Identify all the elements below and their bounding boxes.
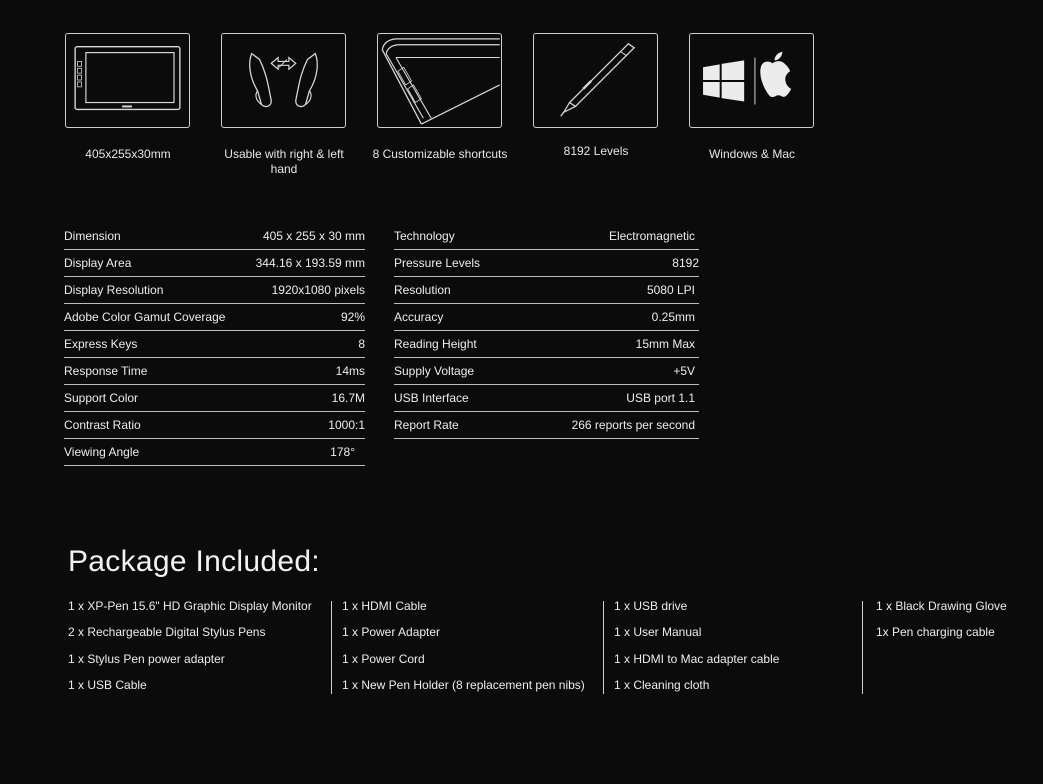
spec-label: Contrast Ratio bbox=[64, 418, 141, 432]
spec-row bbox=[394, 304, 699, 331]
spec-value: 266 reports per second bbox=[571, 418, 695, 432]
package-item: 1 x HDMI Cable bbox=[342, 599, 427, 613]
package-column-2 bbox=[342, 599, 585, 704]
spec-label: Display Area bbox=[64, 256, 132, 270]
spec-value: 8192 bbox=[672, 256, 699, 270]
package-item: 2 x Rechargeable Digital Stylus Pens bbox=[68, 625, 266, 640]
spec-row bbox=[64, 277, 365, 304]
spec-row bbox=[394, 223, 699, 250]
spec-row bbox=[64, 439, 365, 466]
spec-label: Resolution bbox=[394, 283, 451, 297]
spec-row bbox=[394, 358, 699, 385]
package-item: 1 x Power Adapter bbox=[342, 625, 441, 640]
feature-caption: Windows & Mac bbox=[708, 147, 796, 161]
spec-label: USB Interface bbox=[394, 391, 469, 405]
spec-row bbox=[64, 304, 365, 331]
spec-label: Dimension bbox=[64, 229, 121, 243]
spec-label: Display Resolution bbox=[64, 283, 164, 297]
spec-row bbox=[394, 277, 699, 304]
spec-value: 1000:1 bbox=[328, 418, 365, 432]
feature-caption: 8 Customizable shortcuts bbox=[372, 147, 508, 161]
package-item: 1 x User Manual bbox=[614, 625, 702, 640]
spec-row bbox=[64, 412, 365, 439]
shortcut-keys-icon bbox=[377, 33, 502, 128]
spec-label: Viewing Angle bbox=[64, 445, 140, 459]
spec-value: Electromagnetic bbox=[608, 229, 695, 243]
feature-pressure-levels bbox=[533, 33, 660, 158]
column-divider bbox=[603, 601, 604, 694]
spec-label: Express Keys bbox=[64, 337, 138, 351]
feature-dimensions bbox=[65, 33, 192, 161]
spec-value: 1920x1080 pixels bbox=[271, 283, 365, 297]
spec-row bbox=[394, 250, 699, 277]
feature-caption: Usable with right & left hand bbox=[224, 147, 344, 176]
feature-ambidextrous bbox=[221, 33, 348, 176]
package-item: 1 x USB drive bbox=[614, 599, 688, 613]
spec-label: Accuracy bbox=[394, 310, 444, 324]
package-item: 1 x Cleaning cloth bbox=[614, 677, 710, 692]
spec-row bbox=[64, 250, 365, 277]
spec-value: 15mm Max bbox=[635, 337, 695, 351]
spec-value: 405 x 255 x 30 mm bbox=[262, 229, 365, 243]
column-divider bbox=[331, 601, 332, 694]
spec-row bbox=[394, 412, 699, 439]
package-column-4 bbox=[876, 599, 1007, 652]
spec-table-display bbox=[64, 223, 365, 466]
spec-row bbox=[64, 223, 365, 250]
package-item: 1 x New Pen Holder (8 replacement pen nibs) bbox=[342, 677, 585, 692]
spec-value: USB port 1.1 bbox=[626, 391, 695, 405]
feature-shortcuts bbox=[372, 33, 508, 161]
spec-label: Technology bbox=[394, 229, 455, 243]
spec-label: Adobe Color Gamut Coverage bbox=[64, 310, 226, 324]
package-item: 1 x USB Cable bbox=[68, 677, 147, 692]
spec-row bbox=[64, 358, 365, 385]
spec-row bbox=[64, 385, 365, 412]
spec-label: Report Rate bbox=[394, 418, 459, 432]
package-column-1 bbox=[68, 599, 312, 704]
package-item: 1 x Stylus Pen power adapter bbox=[68, 651, 225, 666]
package-item: 1 x XP-Pen 15.6" HD Graphic Display Monitor bbox=[68, 599, 312, 613]
feature-os-support bbox=[689, 33, 816, 161]
package-item: 1 x HDMI to Mac adapter cable bbox=[614, 651, 780, 666]
feature-caption: 8192 Levels bbox=[563, 144, 629, 158]
column-divider bbox=[862, 601, 863, 694]
spec-value: 344.16 x 193.59 mm bbox=[255, 256, 365, 270]
display-monitor-icon bbox=[65, 33, 190, 128]
spec-label: Reading Height bbox=[394, 337, 477, 351]
package-title: Package Included: bbox=[68, 545, 320, 578]
spec-value: 5080 LPI bbox=[646, 283, 695, 297]
spec-table-pen bbox=[394, 223, 699, 439]
spec-value: +5V bbox=[673, 364, 695, 378]
spec-label: Pressure Levels bbox=[394, 256, 481, 270]
package-item: 1x Pen charging cable bbox=[876, 625, 995, 640]
spec-label: Response Time bbox=[64, 364, 148, 378]
spec-value: 178° bbox=[330, 445, 355, 459]
package-item: 1 x Power Cord bbox=[342, 651, 425, 666]
spec-row bbox=[394, 385, 699, 412]
spec-label: Support Color bbox=[64, 391, 139, 405]
spec-label: Supply Voltage bbox=[394, 364, 475, 378]
package-item: 1 x Black Drawing Glove bbox=[876, 599, 1007, 613]
windows-mac-icon bbox=[689, 33, 814, 128]
spec-value: 8 bbox=[358, 337, 365, 351]
package-column-3 bbox=[614, 599, 779, 704]
spec-value: 14ms bbox=[335, 364, 365, 378]
spec-value: 92% bbox=[340, 310, 365, 324]
stylus-pen-icon bbox=[533, 33, 658, 128]
spec-row bbox=[394, 331, 699, 358]
two-hands-icon bbox=[221, 33, 346, 128]
feature-caption: 405x255x30mm bbox=[85, 147, 171, 161]
spec-value: 0.25mm bbox=[651, 310, 695, 324]
spec-row bbox=[64, 331, 365, 358]
spec-value: 16.7M bbox=[331, 391, 365, 405]
